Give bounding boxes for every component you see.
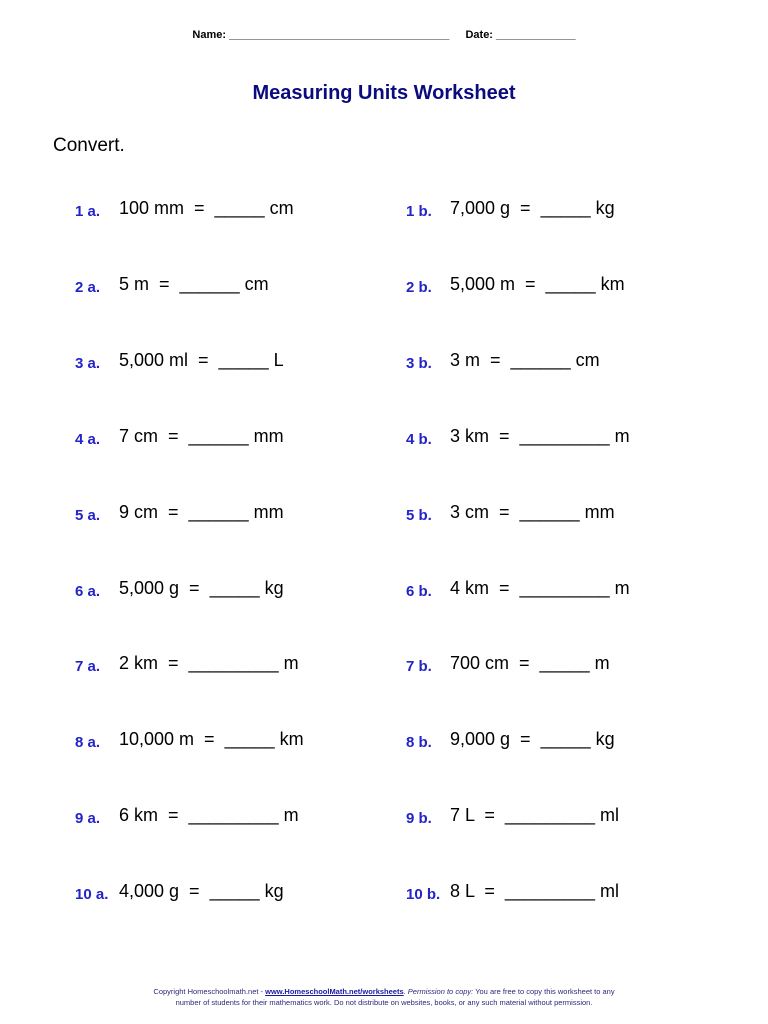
problem-expression[interactable]: 4,000 g = _____ kg bbox=[119, 881, 284, 901]
problem-expression[interactable]: 5 m = ______ cm bbox=[119, 274, 269, 294]
problem-number: 4 a. bbox=[75, 431, 101, 448]
problem-number: 10 b. bbox=[406, 886, 441, 903]
copyright-text: Copyright Homeschoolmath.net - bbox=[153, 987, 266, 996]
problem-number: 5 a. bbox=[75, 507, 101, 524]
problem-number: 8 b. bbox=[406, 734, 432, 751]
problem-expression[interactable]: 7 cm = ______ mm bbox=[119, 426, 284, 446]
problem-number: 3 b. bbox=[406, 355, 432, 372]
name-label: Name: bbox=[192, 29, 227, 41]
problem-number: 7 b. bbox=[406, 658, 432, 675]
problem-number: 6 a. bbox=[75, 583, 101, 600]
problem-expression[interactable]: 3 cm = ______ mm bbox=[450, 502, 615, 522]
header bbox=[0, 29, 768, 41]
problem-expression[interactable]: 3 km = _________ m bbox=[450, 426, 630, 446]
date-field[interactable]: _____________ bbox=[496, 29, 576, 41]
problem-number: 7 a. bbox=[75, 658, 101, 675]
problem-number: 3 a. bbox=[75, 355, 101, 372]
permission-text: You are free to copy this worksheet to any bbox=[473, 987, 615, 996]
problem-number: 8 a. bbox=[75, 734, 101, 751]
footer-line-1: Copyright Homeschoolmath.net - www.HomeschoolMath.net/worksheets. Permission to copy: You are free to copy this worksheet to any bbox=[153, 987, 615, 996]
footer bbox=[0, 986, 768, 1008]
problem-number: 2 b. bbox=[406, 279, 432, 296]
problem-expression[interactable]: 3 m = ______ cm bbox=[450, 350, 600, 370]
problem-expression[interactable]: 2 km = _________ m bbox=[119, 653, 299, 673]
problem-expression[interactable]: 6 km = _________ m bbox=[119, 805, 299, 825]
worksheets-link[interactable]: www.HomeschoolMath.net/worksheets bbox=[265, 987, 404, 996]
problem-number: 9 b. bbox=[406, 810, 432, 827]
permission-label: Permission to copy: bbox=[407, 987, 474, 996]
footer-line-2: number of students for their mathematics work. Do not distribute on websites, books, or any such material without permission. bbox=[175, 998, 593, 1007]
problem-expression[interactable]: 5,000 g = _____ kg bbox=[119, 578, 284, 598]
problem-expression[interactable]: 100 mm = _____ cm bbox=[119, 198, 294, 218]
problem-number: 6 b. bbox=[406, 583, 432, 600]
instruction: Convert. bbox=[53, 135, 125, 156]
problem-expression[interactable]: 8 L = _________ ml bbox=[450, 881, 619, 901]
problem-expression[interactable]: 5,000 ml = _____ L bbox=[119, 350, 284, 370]
problem-expression[interactable]: 7,000 g = _____ kg bbox=[450, 198, 615, 218]
problem-number: 9 a. bbox=[75, 810, 101, 827]
problem-number: 1 b. bbox=[406, 203, 432, 220]
problem-expression[interactable]: 700 cm = _____ m bbox=[450, 653, 610, 673]
problem-expression[interactable]: 5,000 m = _____ km bbox=[450, 274, 625, 294]
problem-expression[interactable]: 10,000 m = _____ km bbox=[119, 729, 304, 749]
problem-number: 2 a. bbox=[75, 279, 101, 296]
worksheet-title: Measuring Units Worksheet bbox=[252, 82, 516, 104]
problem-expression[interactable]: 9,000 g = _____ kg bbox=[450, 729, 615, 749]
name-field[interactable]: ____________________________________ bbox=[229, 29, 450, 41]
problem-number: 5 b. bbox=[406, 507, 432, 524]
date-label: Date: bbox=[465, 29, 493, 41]
problem-number: 4 b. bbox=[406, 431, 432, 448]
problem-expression[interactable]: 4 km = _________ m bbox=[450, 578, 630, 598]
problem-number: 1 a. bbox=[75, 203, 101, 220]
problem-expression[interactable]: 7 L = _________ ml bbox=[450, 805, 619, 825]
problem-expression[interactable]: 9 cm = ______ mm bbox=[119, 502, 284, 522]
problem-number: 10 a. bbox=[75, 886, 109, 903]
